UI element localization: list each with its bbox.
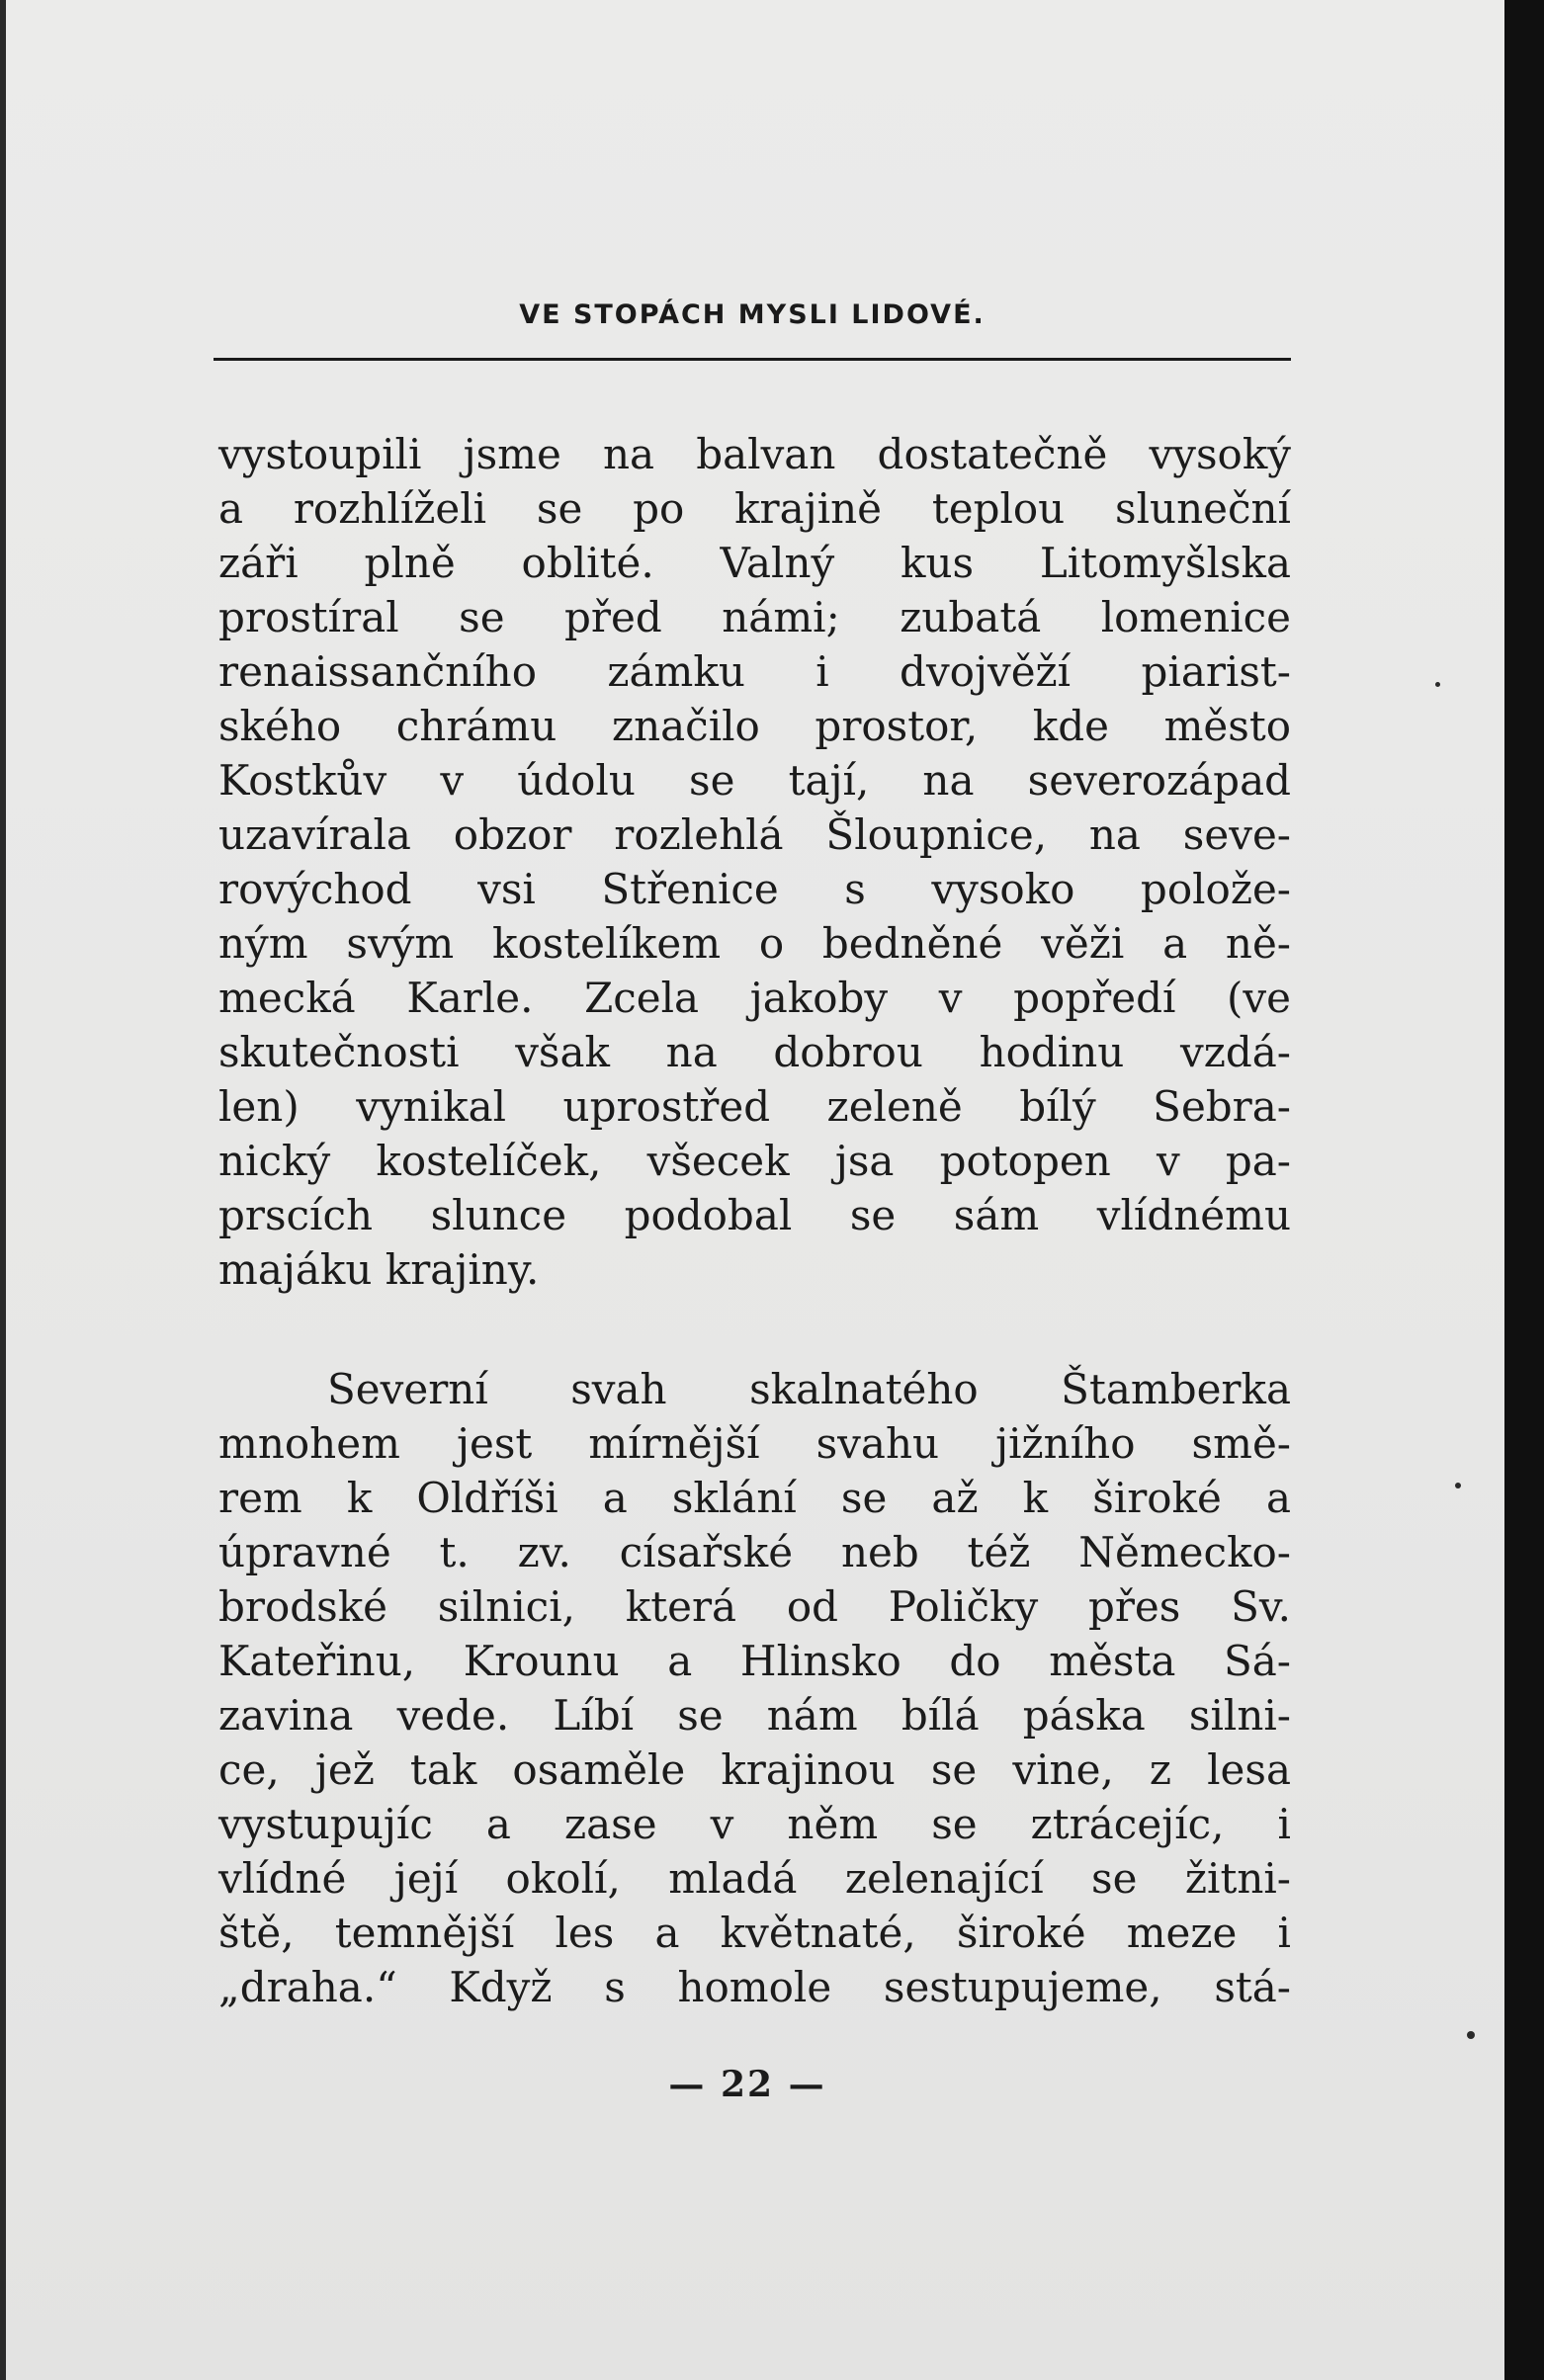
text-line: majáku krajiny. <box>218 1245 540 1294</box>
text-line: skutečnosti však na dobrou hodinu vzdá- <box>218 1028 1291 1076</box>
text-line: ště, temnější les a květnaté, široké meze i <box>218 1909 1291 1957</box>
paragraph-2 <box>218 1362 1291 2014</box>
text-line: nický kostelíček, všecek jsa potopen v pa- <box>218 1137 1291 1185</box>
text-line: rovýchod vsi Střenice s vysoko polože- <box>218 865 1291 913</box>
text-line: mecká Karle. Zcela jakoby v popředí (ve <box>218 974 1291 1022</box>
text-line: prscích slunce podobal se sám vlídnému <box>218 1191 1291 1239</box>
text-line: vystupujíc a zase v něm se ztrácejíc, i <box>218 1800 1291 1848</box>
scan-right-border <box>1504 0 1544 2380</box>
text-line: záři plně oblité. Valný kus Litomyšlska <box>218 539 1291 587</box>
running-head: VE STOPÁCH MYSLI LIDOVÉ. <box>519 299 986 330</box>
text-line: prostíral se před námi; zubatá lomenice <box>218 593 1291 641</box>
text-line: zavina vede. Líbí se nám bílá páska silni- <box>218 1691 1291 1740</box>
text-line: vlídné její okolí, mladá zelenající se žitni- <box>218 1854 1291 1903</box>
ink-speck <box>1435 682 1440 687</box>
text-line: ným svým kostelíkem o bedněné věži a ně- <box>218 919 1291 968</box>
text-line: Kostkův v údolu se tají, na severozápad <box>218 756 1291 805</box>
text-line: renaissančního zámku i dvojvěží piarist- <box>218 647 1291 696</box>
paragraph-1 <box>218 427 1291 1297</box>
header-rule <box>214 358 1291 361</box>
text-line: Severní svah skalnatého Štamberka <box>327 1365 1291 1413</box>
text-line: vystoupili jsme na balvan dostatečně vysoký <box>218 430 1291 478</box>
text-line: uzavírala obzor rozlehlá Šloupnice, na seve- <box>218 810 1291 859</box>
text-line: mnohem jest mírnější svahu jižního smě- <box>218 1419 1291 1468</box>
text-line: len) vynikal uprostřed zeleně bílý Sebra- <box>218 1082 1291 1131</box>
ink-speck <box>1455 1483 1461 1488</box>
text-line: Kateřinu, Krounu a Hlinsko do města Sá- <box>218 1637 1291 1685</box>
text-line: rem k Oldříši a sklání se až k široké a <box>218 1474 1291 1522</box>
text-line: a rozhlíželi se po krajině teplou sluneční <box>218 484 1291 533</box>
text-line: „draha.“ Když s homole sestupujeme, stá- <box>218 1963 1291 2011</box>
ink-speck <box>1467 2031 1475 2039</box>
text-line: úpravné t. zv. císařské neb též Německo- <box>218 1528 1291 1576</box>
text-line: ce, jež tak osaměle krajinou se vine, z lesa <box>218 1745 1291 1794</box>
text-line: brodské silnici, která od Poličky přes Sv. <box>218 1582 1291 1631</box>
page-number: — 22 — <box>668 2064 826 2105</box>
text-line: ského chrámu značilo prostor, kde město <box>218 702 1291 750</box>
